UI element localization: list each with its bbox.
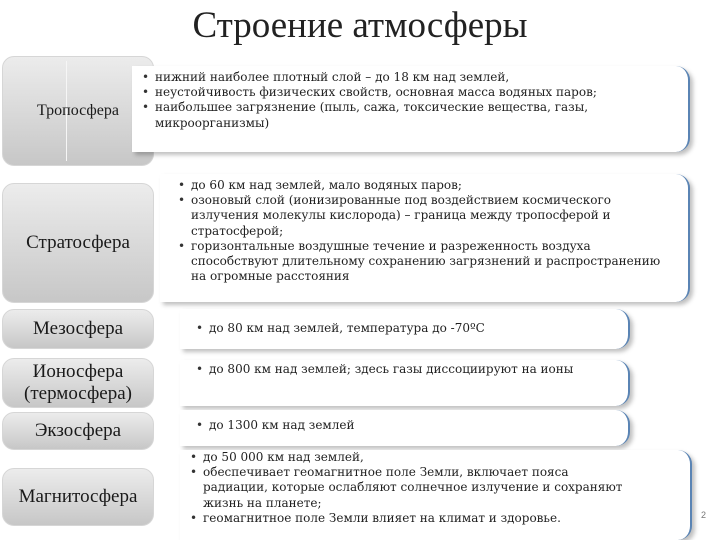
layer-name: Тропосфера [37, 101, 119, 119]
page-number: 2 [700, 510, 706, 520]
list-item: • до 60 км над землей, мало водяных паров; [176, 178, 676, 193]
layer-description-ionosphere [180, 360, 630, 406]
page-title: Строение атмосферы [192, 5, 528, 46]
layer-label-exosphere [2, 412, 154, 450]
layer-label-mesosphere [2, 309, 154, 349]
list-item: • геомагнитное поле Земли влияет на климат и здоровье. [188, 511, 628, 526]
layer-label-stratosphere [2, 183, 154, 303]
list-item: • до 800 км над землей; здесь газы диссоциируют на ионы [194, 362, 614, 377]
list-item: • озоновый слой (ионизированные под воздействием космического излучения молекулы кислорода) – граница между тропосферой и стратосферой; [176, 193, 676, 239]
layer-description-troposphere [132, 66, 690, 152]
layer-label-ionosphere [2, 358, 154, 408]
list-item: • до 1300 км над землей [194, 418, 616, 433]
list-item: • до 80 км над землей, температура до -70ºС [194, 321, 616, 336]
layer-name: Магнитосфера [18, 486, 138, 508]
layer-name: Ионосфера (термосфера) [24, 361, 132, 404]
layer-description-mesosphere [180, 309, 630, 349]
list-item: • до 50 000 км над землей, [188, 450, 628, 465]
layer-name: Мезосфера [32, 318, 124, 340]
list-item: • неустойчивость физических свойств, основная масса водяных паров; [140, 85, 676, 100]
layer-description-stratosphere [160, 174, 690, 302]
list-item: • обеспечивает геомагнитное поле Земли, включает пояса радиации, которые ослабляют солнечное излучение и сохраняют жизнь на планете; [188, 465, 628, 511]
list-item: • горизонтальные воздушные течение и разреженность воздуха способствуют длительному сохранению загрязнений и распространению на огромные расстояния [176, 239, 676, 285]
layer-name: Экзосфера [34, 420, 122, 442]
layer-label-magnetosphere [2, 468, 154, 526]
list-item: • нижний наиболее плотный слой – до 18 км над землей, [140, 70, 676, 85]
list-item: • наибольшее загрязнение (пыль, сажа, токсические вещества, газы, микроорганизмы) [140, 100, 676, 130]
layer-description-exosphere [180, 410, 630, 446]
layer-description-magnetosphere [180, 450, 692, 540]
layer-name: Стратосфера [26, 232, 130, 254]
